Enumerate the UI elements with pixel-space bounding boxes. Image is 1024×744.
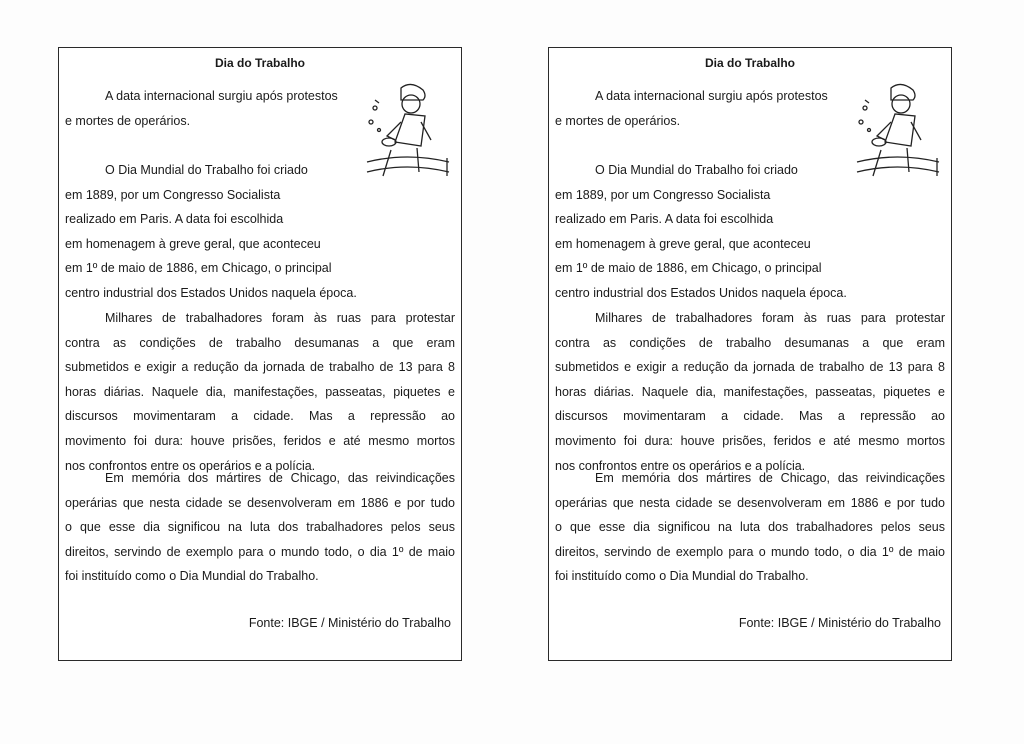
text-line: o que esse dia significou na luta dos trabalhadores pelos seus [65, 520, 455, 535]
text-line: movimento foi dura: houve prisões, feridos e até mesmo mortos [65, 433, 455, 448]
paragraph-history [65, 158, 357, 306]
text-line: direitos, servindo de exemplo para o mundo todo, o dia 1º de maio [555, 544, 945, 559]
text-line: centro industrial dos Estados Unidos naquela época. [65, 285, 357, 300]
text-line: submetidos e exigir a redução da jornada de trabalho de 13 para 8 [65, 360, 455, 375]
paragraph-protests [555, 306, 945, 478]
text-line: Em memória dos mártires de Chicago, das reivindicações [105, 471, 455, 485]
text-line: direitos, servindo de exemplo para o mundo todo, o dia 1º de maio [65, 544, 455, 559]
text-line: horas diárias. Naquele dia, manifestações, passeatas, piquetes e [65, 384, 455, 399]
text-line: O Dia Mundial do Trabalho foi criado [595, 163, 798, 177]
paragraph-intro [555, 84, 828, 133]
text-line: foi instituído como o Dia Mundial do Trabalho. [65, 569, 319, 584]
worker-illustration-icon [361, 78, 451, 188]
text-line: A data internacional surgiu após protestos [105, 89, 338, 103]
text-line: Milhares de trabalhadores foram às ruas para protestar [595, 311, 945, 325]
text-line: realizado em Paris. A data foi escolhida [555, 212, 774, 227]
text-line: Em memória dos mártires de Chicago, das reivindicações [595, 471, 945, 485]
text-line: e mortes de operários. [65, 113, 191, 128]
paragraph-protests [65, 306, 455, 478]
text-line: em homenagem à greve geral, que aconteceu [65, 236, 321, 251]
text-line: em 1889, por um Congresso Socialista [555, 187, 771, 202]
text-line: em 1º de maio de 1886, em Chicago, o principal [555, 261, 822, 276]
text-line: discursos movimentaram a cidade. Mas a repressão ao [555, 409, 945, 424]
text-line: A data internacional surgiu após protestos [595, 89, 828, 103]
paragraph-memorial [555, 466, 945, 589]
text-line: em homenagem à greve geral, que aconteceu [555, 236, 811, 251]
paragraph-history [555, 158, 847, 306]
text-line: o que esse dia significou na luta dos trabalhadores pelos seus [555, 520, 945, 535]
text-line: operárias que nesta cidade se desenvolveram em 1886 e por tudo [555, 495, 945, 510]
card-title: Dia do Trabalho [704, 56, 795, 70]
text-line: submetidos e exigir a redução da jornada de trabalho de 13 para 8 [555, 360, 945, 375]
text-line: movimento foi dura: houve prisões, feridos e até mesmo mortos [555, 433, 945, 448]
text-line: contra as condições de trabalho desumanas a que eram [555, 335, 945, 350]
text-line: O Dia Mundial do Trabalho foi criado [105, 163, 308, 177]
source-citation: Fonte: IBGE / Ministério do Trabalho [738, 616, 941, 630]
text-line: discursos movimentaram a cidade. Mas a repressão ao [65, 409, 455, 424]
text-line: contra as condições de trabalho desumanas a que eram [65, 335, 455, 350]
text-line: nos confrontos entre os operários e a polícia. [555, 458, 806, 473]
text-line: horas diárias. Naquele dia, manifestações, passeatas, piquetes e [555, 384, 945, 399]
text-line: Milhares de trabalhadores foram às ruas para protestar [105, 311, 455, 325]
paragraph-memorial [65, 466, 455, 589]
card-title: Dia do Trabalho [214, 56, 305, 70]
text-line: em 1º de maio de 1886, em Chicago, o principal [65, 261, 332, 276]
text-line: em 1889, por um Congresso Socialista [65, 187, 281, 202]
text-line: foi instituído como o Dia Mundial do Trabalho. [555, 569, 809, 584]
paragraph-intro [65, 84, 338, 133]
text-line: e mortes de operários. [555, 113, 681, 128]
text-line: realizado em Paris. A data foi escolhida [65, 212, 284, 227]
text-card-left [58, 47, 462, 661]
source-citation: Fonte: IBGE / Ministério do Trabalho [248, 616, 451, 630]
text-card-right [548, 47, 952, 661]
text-line: centro industrial dos Estados Unidos naquela época. [555, 285, 847, 300]
text-line: nos confrontos entre os operários e a polícia. [65, 458, 316, 473]
worker-illustration-icon [851, 78, 941, 188]
text-line: operárias que nesta cidade se desenvolveram em 1886 e por tudo [65, 495, 455, 510]
